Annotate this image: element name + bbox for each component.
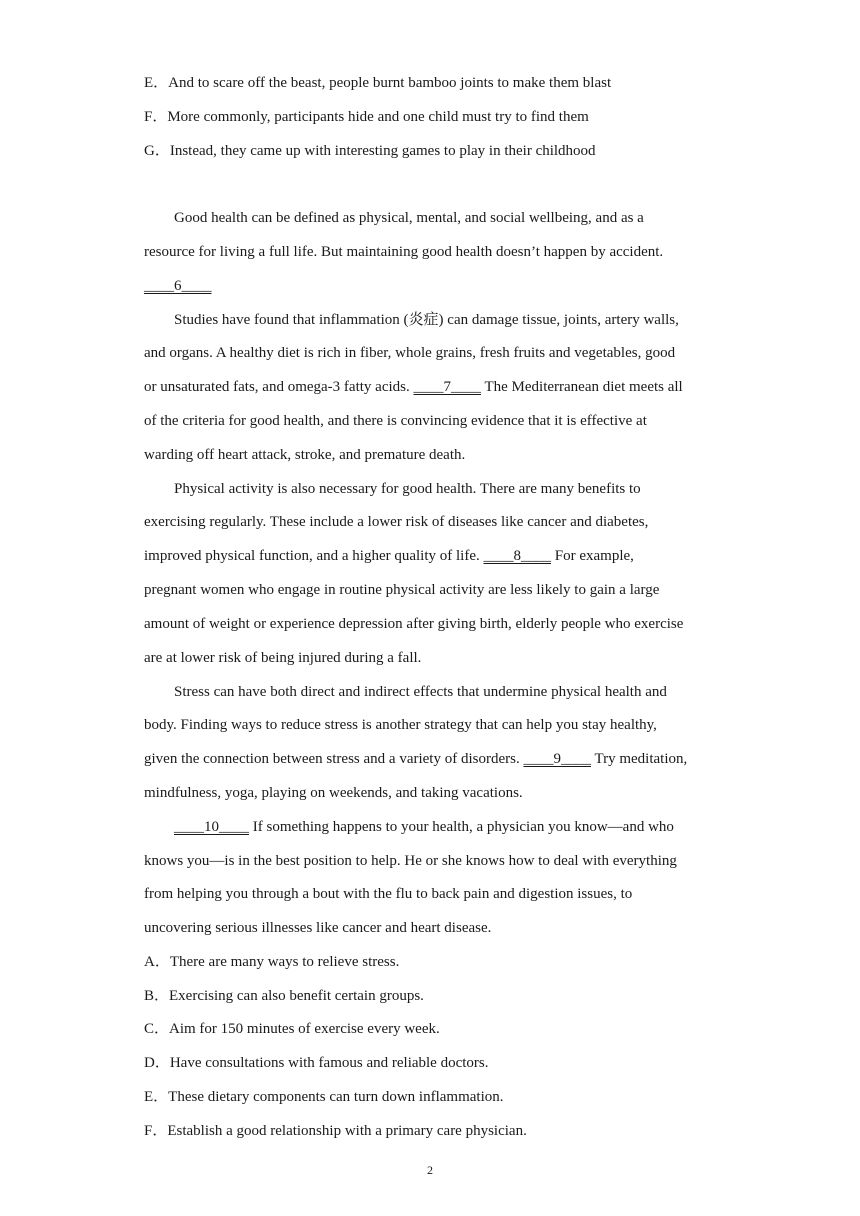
paragraph-5-line: uncovering serious illnesses like cancer and heart disease. [144, 920, 492, 936]
option-prev-f: F．More commonly, participants hide and one child must try to find them [144, 109, 589, 125]
paragraph-4-line: mindfulness, yoga, playing on weekends, and taking vacations. [144, 785, 523, 801]
option-e: E．These dietary components can turn down inflammation. [144, 1089, 504, 1105]
option-a: A．There are many ways to relieve stress. [144, 954, 400, 970]
paragraph-4-line: Stress can have both direct and indirect effects that undermine physical health and [174, 684, 667, 700]
option-prev-g: G．Instead, they came up with interesting games to play in their childhood [144, 143, 596, 159]
option-f: F．Establish a good relationship with a primary care physician. [144, 1123, 527, 1139]
paragraph-3-line: are at lower risk of being injured during a fall. [144, 650, 422, 666]
paragraph-3-line: amount of weight or experience depression after giving birth, elderly people who exercise [144, 616, 684, 632]
option-c: C．Aim for 150 minutes of exercise every week. [144, 1021, 440, 1037]
paragraph-3-line: exercising regularly. These include a lower risk of diseases like cancer and diabetes, [144, 514, 649, 530]
text-run: For example, [551, 548, 634, 564]
blank-10: ____10____ [174, 819, 249, 835]
paragraph-1-line: resource for living a full life. But maintaining good health doesn’t happen by accident. [144, 244, 664, 260]
option-d: D．Have consultations with famous and reliable doctors. [144, 1055, 489, 1071]
paragraph-2-line: of the criteria for good health, and there is convincing evidence that it is effective at [144, 413, 647, 429]
blank-9: ____9____ [523, 751, 591, 767]
paragraph-2-line: warding off heart attack, stroke, and premature death. [144, 447, 466, 463]
text-run: given the connection between stress and a variety of disorders. [144, 751, 524, 767]
text-run: Try meditation, [590, 751, 688, 767]
option-prev-e: E．And to scare off the beast, people burnt bamboo joints to make them blast [144, 75, 612, 91]
paragraph-2-line: Studies have found that inflammation (炎症) can damage tissue, joints, artery walls, [174, 312, 679, 328]
option-b: B．Exercising can also benefit certain groups. [144, 988, 424, 1004]
text-run: improved physical function, and a higher quality of life. [144, 548, 484, 564]
blank-6-line [144, 276, 212, 296]
paragraph-3-line: pregnant women who engage in routine physical activity are less likely to gain a large [144, 582, 660, 598]
paragraph-3-line [144, 546, 634, 566]
blank-8: ____8____ [483, 548, 551, 564]
paragraph-4-line [144, 749, 687, 769]
page-number: 2 [427, 1163, 433, 1177]
text-run: If something happens to your health, a physician you know—and who [249, 819, 674, 835]
paragraph-2-line: and organs. A healthy diet is rich in fiber, whole grains, fresh fruits and vegetables, good [144, 345, 676, 361]
paragraph-5-line: knows you—is in the best position to help. He or she knows how to deal with everything [144, 853, 677, 869]
text-run: The Mediterranean diet meets all [481, 379, 683, 395]
paragraph-4-line: body. Finding ways to reduce stress is another strategy that can help you stay healthy, [144, 717, 657, 733]
paragraph-1-line: Good health can be defined as physical, mental, and social wellbeing, and as a [174, 210, 644, 226]
text-run: or unsaturated fats, and omega-3 fatty acids. [144, 379, 414, 395]
paragraph-3-line: Physical activity is also necessary for good health. There are many benefits to [174, 481, 641, 497]
paragraph-2-line [144, 377, 683, 397]
paragraph-5-line: from helping you through a bout with the flu to back pain and digestion issues, to [144, 886, 633, 902]
blank-7: ____7____ [413, 379, 481, 395]
blank-6: ____6____ [144, 278, 212, 294]
paragraph-5-line [174, 817, 674, 837]
